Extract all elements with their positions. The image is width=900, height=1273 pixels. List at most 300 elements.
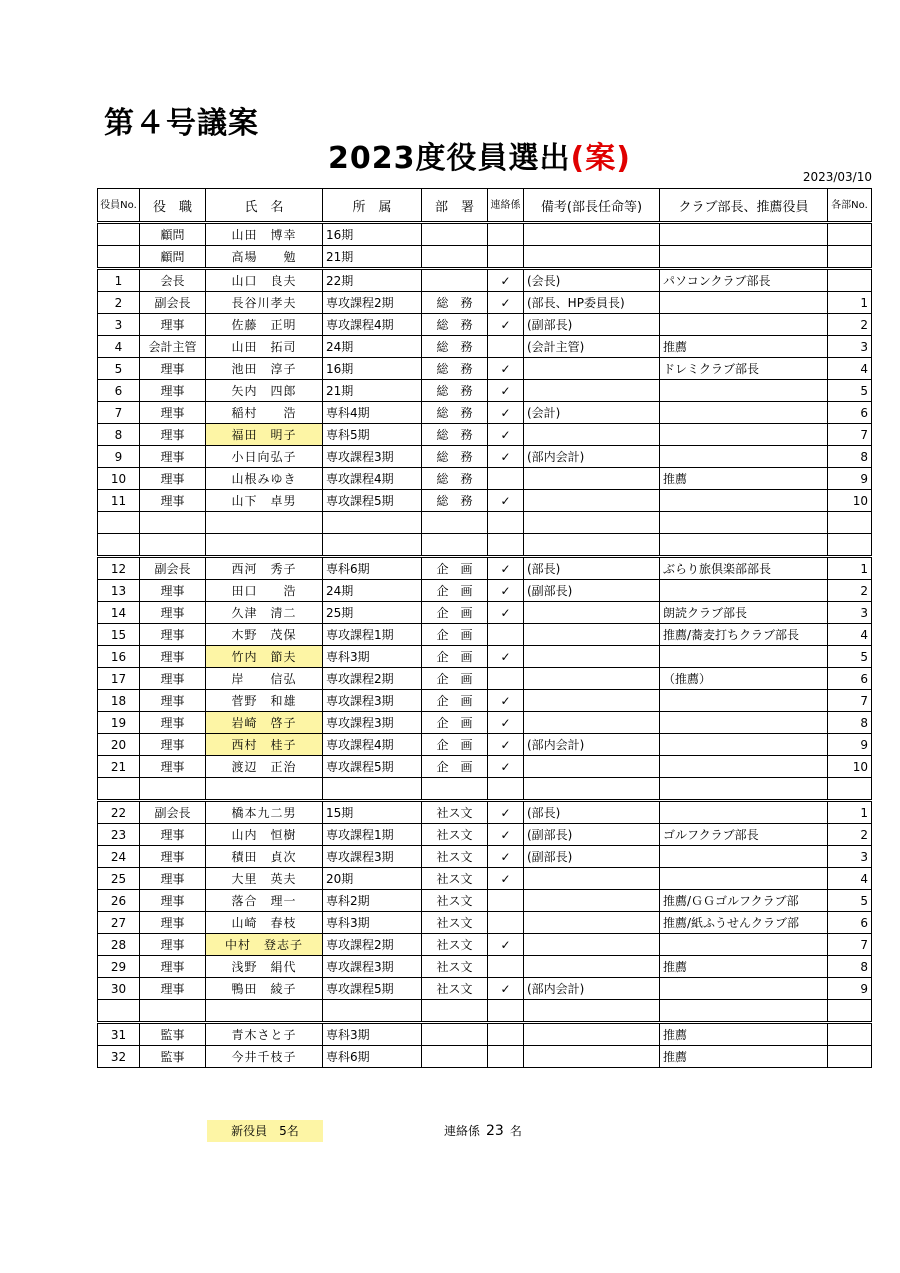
note-cell xyxy=(524,223,660,246)
affiliation-cell: 専攻課程1期 xyxy=(323,624,422,646)
table-row xyxy=(98,424,872,446)
note-cell: (副部長) xyxy=(524,846,660,868)
affiliation-cell xyxy=(323,778,422,801)
title-main: 2023度役員選出 xyxy=(328,141,571,176)
officer-no-cell: 7 xyxy=(98,402,140,424)
note-cell xyxy=(524,624,660,646)
affiliation-cell: 専科3期 xyxy=(323,1023,422,1046)
note-cell xyxy=(524,468,660,490)
name-cell: 中村 登志子 xyxy=(206,934,323,956)
table-row xyxy=(98,690,872,712)
liaison-check-cell: ✓ xyxy=(488,846,524,868)
note-cell xyxy=(524,690,660,712)
liaison-check-cell xyxy=(488,1046,524,1068)
officer-no-cell: 14 xyxy=(98,602,140,624)
table-row xyxy=(98,1023,872,1046)
officer-no-cell: 24 xyxy=(98,846,140,868)
officer-no-cell: 29 xyxy=(98,956,140,978)
note-cell: (部長、HP委員長) xyxy=(524,292,660,314)
dept-no-cell: 5 xyxy=(828,890,872,912)
note-cell xyxy=(524,756,660,778)
dept-no-cell: 7 xyxy=(828,690,872,712)
officer-no-cell: 22 xyxy=(98,801,140,824)
name-cell: 池田 淳子 xyxy=(206,358,323,380)
table-row xyxy=(98,801,872,824)
club-cell: ドレミクラブ部長 xyxy=(660,358,828,380)
officer-no-cell: 31 xyxy=(98,1023,140,1046)
note-cell xyxy=(524,934,660,956)
club-cell xyxy=(660,646,828,668)
dept-no-cell: 4 xyxy=(828,624,872,646)
dept-no-cell: 9 xyxy=(828,734,872,756)
officer-no-cell: 8 xyxy=(98,424,140,446)
affiliation-cell: 専攻課程2期 xyxy=(323,668,422,690)
name-cell: 山田 博幸 xyxy=(206,223,323,246)
department-cell: 企 画 xyxy=(422,557,488,580)
role-cell: 監事 xyxy=(140,1023,206,1046)
col-name: 氏 名 xyxy=(206,189,323,223)
name-cell xyxy=(206,1000,323,1023)
department-cell: 企 画 xyxy=(422,624,488,646)
liaison-check-cell xyxy=(488,246,524,269)
role-cell: 理事 xyxy=(140,956,206,978)
liaison-check-cell: ✓ xyxy=(488,868,524,890)
table-row xyxy=(98,734,872,756)
role-cell: 副会長 xyxy=(140,801,206,824)
club-cell: 朗読クラブ部長 xyxy=(660,602,828,624)
col-affiliation: 所 属 xyxy=(323,189,422,223)
affiliation-cell: 24期 xyxy=(323,336,422,358)
officer-no-cell: 21 xyxy=(98,756,140,778)
table-row xyxy=(98,269,872,292)
officer-no-cell: 25 xyxy=(98,868,140,890)
table-row xyxy=(98,223,872,246)
liaison-check-cell: ✓ xyxy=(488,646,524,668)
club-cell xyxy=(660,846,828,868)
department-cell: 社ス文 xyxy=(422,934,488,956)
liaison-check-cell xyxy=(488,223,524,246)
department-cell xyxy=(422,1000,488,1023)
table-row xyxy=(98,846,872,868)
blank-row xyxy=(98,1000,872,1023)
role-cell: 理事 xyxy=(140,446,206,468)
department-cell: 社ス文 xyxy=(422,978,488,1000)
liaison-unit: 名 xyxy=(509,1124,522,1138)
officer-no-cell: 1 xyxy=(98,269,140,292)
note-cell: (副部長) xyxy=(524,824,660,846)
note-cell xyxy=(524,512,660,534)
dept-no-cell: 10 xyxy=(828,756,872,778)
department-cell: 総 務 xyxy=(422,402,488,424)
dept-no-cell: 10 xyxy=(828,490,872,512)
table-row xyxy=(98,446,872,468)
affiliation-cell: 専攻課程2期 xyxy=(323,292,422,314)
liaison-check-cell: ✓ xyxy=(488,734,524,756)
note-cell xyxy=(524,534,660,557)
blank-row xyxy=(98,778,872,801)
dept-no-cell: 2 xyxy=(828,314,872,336)
name-cell: 大里 英夫 xyxy=(206,868,323,890)
club-cell xyxy=(660,446,828,468)
name-cell: 浅野 絹代 xyxy=(206,956,323,978)
name-cell: 岩崎 啓子 xyxy=(206,712,323,734)
table-row xyxy=(98,580,872,602)
name-cell: 木野 茂保 xyxy=(206,624,323,646)
officer-no-cell xyxy=(98,246,140,269)
role-cell: 理事 xyxy=(140,580,206,602)
officer-no-cell: 28 xyxy=(98,934,140,956)
dept-no-cell: 2 xyxy=(828,580,872,602)
club-cell xyxy=(660,534,828,557)
dept-no-cell: 8 xyxy=(828,446,872,468)
officer-no-cell: 2 xyxy=(98,292,140,314)
club-cell xyxy=(660,424,828,446)
affiliation-cell: 16期 xyxy=(323,358,422,380)
club-cell xyxy=(660,712,828,734)
department-cell: 企 画 xyxy=(422,712,488,734)
name-cell: 積田 貞次 xyxy=(206,846,323,868)
club-cell xyxy=(660,512,828,534)
liaison-check-cell xyxy=(488,336,524,358)
table-row xyxy=(98,756,872,778)
name-cell: 山崎 春枝 xyxy=(206,912,323,934)
title-draft-mark: (案) xyxy=(570,141,631,176)
note-cell xyxy=(524,358,660,380)
affiliation-cell: 24期 xyxy=(323,580,422,602)
officer-no-cell xyxy=(98,1000,140,1023)
liaison-check-cell: ✓ xyxy=(488,292,524,314)
club-cell: ぶらり旅倶楽部部長 xyxy=(660,557,828,580)
role-cell: 理事 xyxy=(140,624,206,646)
agenda-number: 第４号議案 xyxy=(104,106,259,141)
officer-no-cell xyxy=(98,778,140,801)
club-cell xyxy=(660,314,828,336)
col-club: クラブ部長、推薦役員 xyxy=(660,189,828,223)
officer-roster-table xyxy=(97,188,872,1068)
note-cell: (部内会計) xyxy=(524,978,660,1000)
dept-no-cell xyxy=(828,512,872,534)
name-cell: 西村 桂子 xyxy=(206,734,323,756)
liaison-check-cell: ✓ xyxy=(488,380,524,402)
officer-no-cell: 23 xyxy=(98,824,140,846)
name-cell: 西河 秀子 xyxy=(206,557,323,580)
table-row xyxy=(98,1046,872,1068)
department-cell: 社ス文 xyxy=(422,890,488,912)
department-cell xyxy=(422,778,488,801)
officer-no-cell: 19 xyxy=(98,712,140,734)
dept-no-cell xyxy=(828,778,872,801)
dept-no-cell: 4 xyxy=(828,358,872,380)
affiliation-cell: 専攻課程1期 xyxy=(323,824,422,846)
department-cell: 社ス文 xyxy=(422,956,488,978)
name-cell: 久津 清二 xyxy=(206,602,323,624)
name-cell xyxy=(206,534,323,557)
club-cell: 推薦 xyxy=(660,468,828,490)
liaison-check-cell xyxy=(488,1023,524,1046)
dept-no-cell: 7 xyxy=(828,934,872,956)
officer-no-cell: 32 xyxy=(98,1046,140,1068)
header-row xyxy=(98,189,872,223)
role-cell: 監事 xyxy=(140,1046,206,1068)
dept-no-cell: 5 xyxy=(828,646,872,668)
club-cell xyxy=(660,801,828,824)
table-row xyxy=(98,336,872,358)
blank-row xyxy=(98,534,872,557)
liaison-check-cell: ✓ xyxy=(488,580,524,602)
name-cell: 菅野 和雄 xyxy=(206,690,323,712)
role-cell: 理事 xyxy=(140,358,206,380)
name-cell xyxy=(206,512,323,534)
note-cell: (会計) xyxy=(524,402,660,424)
department-cell: 総 務 xyxy=(422,468,488,490)
liaison-label: 連絡係 xyxy=(444,1124,481,1138)
dept-no-cell: 8 xyxy=(828,712,872,734)
name-cell: 山田 拓司 xyxy=(206,336,323,358)
note-cell xyxy=(524,712,660,734)
col-department: 部 署 xyxy=(422,189,488,223)
liaison-count: 23 xyxy=(486,1123,504,1139)
role-cell: 理事 xyxy=(140,402,206,424)
officer-no-cell: 4 xyxy=(98,336,140,358)
role-cell: 副会長 xyxy=(140,292,206,314)
table-row xyxy=(98,668,872,690)
affiliation-cell: 専科6期 xyxy=(323,1046,422,1068)
liaison-check-cell xyxy=(488,1000,524,1023)
note-cell xyxy=(524,912,660,934)
officer-no-cell xyxy=(98,534,140,557)
liaison-check-cell: ✓ xyxy=(488,934,524,956)
affiliation-cell: 22期 xyxy=(323,269,422,292)
dept-no-cell xyxy=(828,534,872,557)
dept-no-cell: 6 xyxy=(828,402,872,424)
note-cell xyxy=(524,778,660,801)
club-cell xyxy=(660,1000,828,1023)
affiliation-cell: 専科6期 xyxy=(323,557,422,580)
department-cell: 総 務 xyxy=(422,490,488,512)
name-cell: 山内 恒樹 xyxy=(206,824,323,846)
role-cell xyxy=(140,534,206,557)
department-cell: 総 務 xyxy=(422,314,488,336)
role-cell: 理事 xyxy=(140,824,206,846)
table-row xyxy=(98,557,872,580)
department-cell: 企 画 xyxy=(422,668,488,690)
department-cell: 総 務 xyxy=(422,380,488,402)
department-cell xyxy=(422,223,488,246)
affiliation-cell xyxy=(323,534,422,557)
table-row xyxy=(98,292,872,314)
officer-no-cell: 11 xyxy=(98,490,140,512)
col-role: 役 職 xyxy=(140,189,206,223)
liaison-check-cell xyxy=(488,890,524,912)
department-cell: 企 画 xyxy=(422,646,488,668)
name-cell: 橋本九二男 xyxy=(206,801,323,824)
club-cell xyxy=(660,246,828,269)
role-cell: 理事 xyxy=(140,468,206,490)
affiliation-cell: 専科4期 xyxy=(323,402,422,424)
name-cell: 竹内 節夫 xyxy=(206,646,323,668)
club-cell: 推薦/ＧＧゴルフクラブ部 xyxy=(660,890,828,912)
name-cell: 小日向弘子 xyxy=(206,446,323,468)
affiliation-cell: 16期 xyxy=(323,223,422,246)
table-row xyxy=(98,956,872,978)
note-cell xyxy=(524,602,660,624)
name-cell: 長谷川孝夫 xyxy=(206,292,323,314)
affiliation-cell: 専攻課程2期 xyxy=(323,934,422,956)
affiliation-cell: 専攻課程3期 xyxy=(323,690,422,712)
club-cell: 推薦 xyxy=(660,956,828,978)
department-cell: 社ス文 xyxy=(422,868,488,890)
club-cell: 推薦 xyxy=(660,1023,828,1046)
department-cell: 総 務 xyxy=(422,358,488,380)
officer-no-cell: 26 xyxy=(98,890,140,912)
table-row xyxy=(98,978,872,1000)
affiliation-cell xyxy=(323,1000,422,1023)
department-cell: 企 画 xyxy=(422,580,488,602)
role-cell: 理事 xyxy=(140,868,206,890)
role-cell: 理事 xyxy=(140,646,206,668)
dept-no-cell: 1 xyxy=(828,801,872,824)
club-cell xyxy=(660,978,828,1000)
table-row xyxy=(98,712,872,734)
dept-no-cell: 9 xyxy=(828,978,872,1000)
dept-no-cell: 6 xyxy=(828,912,872,934)
name-cell: 鴨田 綾子 xyxy=(206,978,323,1000)
role-cell xyxy=(140,1000,206,1023)
affiliation-cell: 15期 xyxy=(323,801,422,824)
affiliation-cell: 専攻課程4期 xyxy=(323,468,422,490)
affiliation-cell: 21期 xyxy=(323,246,422,269)
affiliation-cell: 専攻課程3期 xyxy=(323,956,422,978)
note-cell xyxy=(524,646,660,668)
role-cell: 理事 xyxy=(140,424,206,446)
officer-no-cell: 20 xyxy=(98,734,140,756)
liaison-check-cell: ✓ xyxy=(488,824,524,846)
table-row xyxy=(98,490,872,512)
club-cell: 推薦/蕎麦打ちクラブ部長 xyxy=(660,624,828,646)
department-cell xyxy=(422,1023,488,1046)
officer-no-cell: 12 xyxy=(98,557,140,580)
liaison-check-cell: ✓ xyxy=(488,269,524,292)
note-cell xyxy=(524,246,660,269)
name-cell: 山根みゆき xyxy=(206,468,323,490)
note-cell: (副部長) xyxy=(524,580,660,602)
dept-no-cell: 8 xyxy=(828,956,872,978)
department-cell: 総 務 xyxy=(422,446,488,468)
liaison-check-cell xyxy=(488,956,524,978)
liaison-check-cell: ✓ xyxy=(488,446,524,468)
affiliation-cell: 25期 xyxy=(323,602,422,624)
role-cell: 理事 xyxy=(140,380,206,402)
club-cell xyxy=(660,223,828,246)
dept-no-cell: 1 xyxy=(828,292,872,314)
club-cell xyxy=(660,756,828,778)
note-cell xyxy=(524,668,660,690)
role-cell xyxy=(140,512,206,534)
club-cell: （推薦） xyxy=(660,668,828,690)
department-cell: 企 画 xyxy=(422,756,488,778)
name-cell: 福田 明子 xyxy=(206,424,323,446)
blank-row xyxy=(98,512,872,534)
role-cell: 理事 xyxy=(140,978,206,1000)
department-cell: 総 務 xyxy=(422,336,488,358)
note-cell xyxy=(524,1046,660,1068)
officer-no-cell: 5 xyxy=(98,358,140,380)
officer-no-cell: 3 xyxy=(98,314,140,336)
name-cell: 今井千枝子 xyxy=(206,1046,323,1068)
role-cell: 理事 xyxy=(140,734,206,756)
department-cell: 企 画 xyxy=(422,690,488,712)
department-cell: 社ス文 xyxy=(422,801,488,824)
col-officer-no: 役員No. xyxy=(98,189,140,223)
note-cell xyxy=(524,380,660,402)
officer-no-cell: 15 xyxy=(98,624,140,646)
club-cell: 推薦 xyxy=(660,1046,828,1068)
note-cell: (会計主管) xyxy=(524,336,660,358)
liaison-check-cell xyxy=(488,534,524,557)
club-cell xyxy=(660,934,828,956)
officer-no-cell: 6 xyxy=(98,380,140,402)
liaison-check-cell: ✓ xyxy=(488,756,524,778)
department-cell xyxy=(422,246,488,269)
department-cell xyxy=(422,1046,488,1068)
affiliation-cell: 専科2期 xyxy=(323,890,422,912)
officer-no-cell xyxy=(98,512,140,534)
liaison-check-cell xyxy=(488,912,524,934)
note-cell: (部長) xyxy=(524,557,660,580)
roster-body xyxy=(98,223,872,1068)
affiliation-cell: 専攻課程4期 xyxy=(323,314,422,336)
liaison-check-cell: ✓ xyxy=(488,690,524,712)
dept-no-cell: 3 xyxy=(828,602,872,624)
liaison-check-cell xyxy=(488,468,524,490)
dept-no-cell: 7 xyxy=(828,424,872,446)
col-dept-no: 各部No. xyxy=(828,189,872,223)
liaison-check-cell: ✓ xyxy=(488,978,524,1000)
department-cell: 社ス文 xyxy=(422,824,488,846)
role-cell: 副会長 xyxy=(140,557,206,580)
club-cell xyxy=(660,778,828,801)
dept-no-cell: 1 xyxy=(828,557,872,580)
department-cell: 社ス文 xyxy=(422,912,488,934)
note-cell xyxy=(524,490,660,512)
dept-no-cell: 3 xyxy=(828,336,872,358)
dept-no-cell: 6 xyxy=(828,668,872,690)
club-cell xyxy=(660,402,828,424)
affiliation-cell: 専攻課程5期 xyxy=(323,978,422,1000)
liaison-check-cell: ✓ xyxy=(488,557,524,580)
col-note: 備考(部長任命等) xyxy=(524,189,660,223)
liaison-check-cell: ✓ xyxy=(488,801,524,824)
officer-no-cell: 17 xyxy=(98,668,140,690)
role-cell xyxy=(140,778,206,801)
dept-no-cell: 3 xyxy=(828,846,872,868)
table-row xyxy=(98,380,872,402)
club-cell xyxy=(660,580,828,602)
dept-no-cell xyxy=(828,269,872,292)
table-row xyxy=(98,624,872,646)
role-cell: 理事 xyxy=(140,846,206,868)
liaison-check-cell xyxy=(488,624,524,646)
role-cell: 会長 xyxy=(140,269,206,292)
affiliation-cell: 専攻課程3期 xyxy=(323,712,422,734)
role-cell: 理事 xyxy=(140,602,206,624)
table-row xyxy=(98,890,872,912)
affiliation-cell: 専攻課程4期 xyxy=(323,734,422,756)
club-cell: 推薦/紙ふうせんクラブ部 xyxy=(660,912,828,934)
club-cell: 推薦 xyxy=(660,336,828,358)
table-row xyxy=(98,246,872,269)
note-cell: (会長) xyxy=(524,269,660,292)
